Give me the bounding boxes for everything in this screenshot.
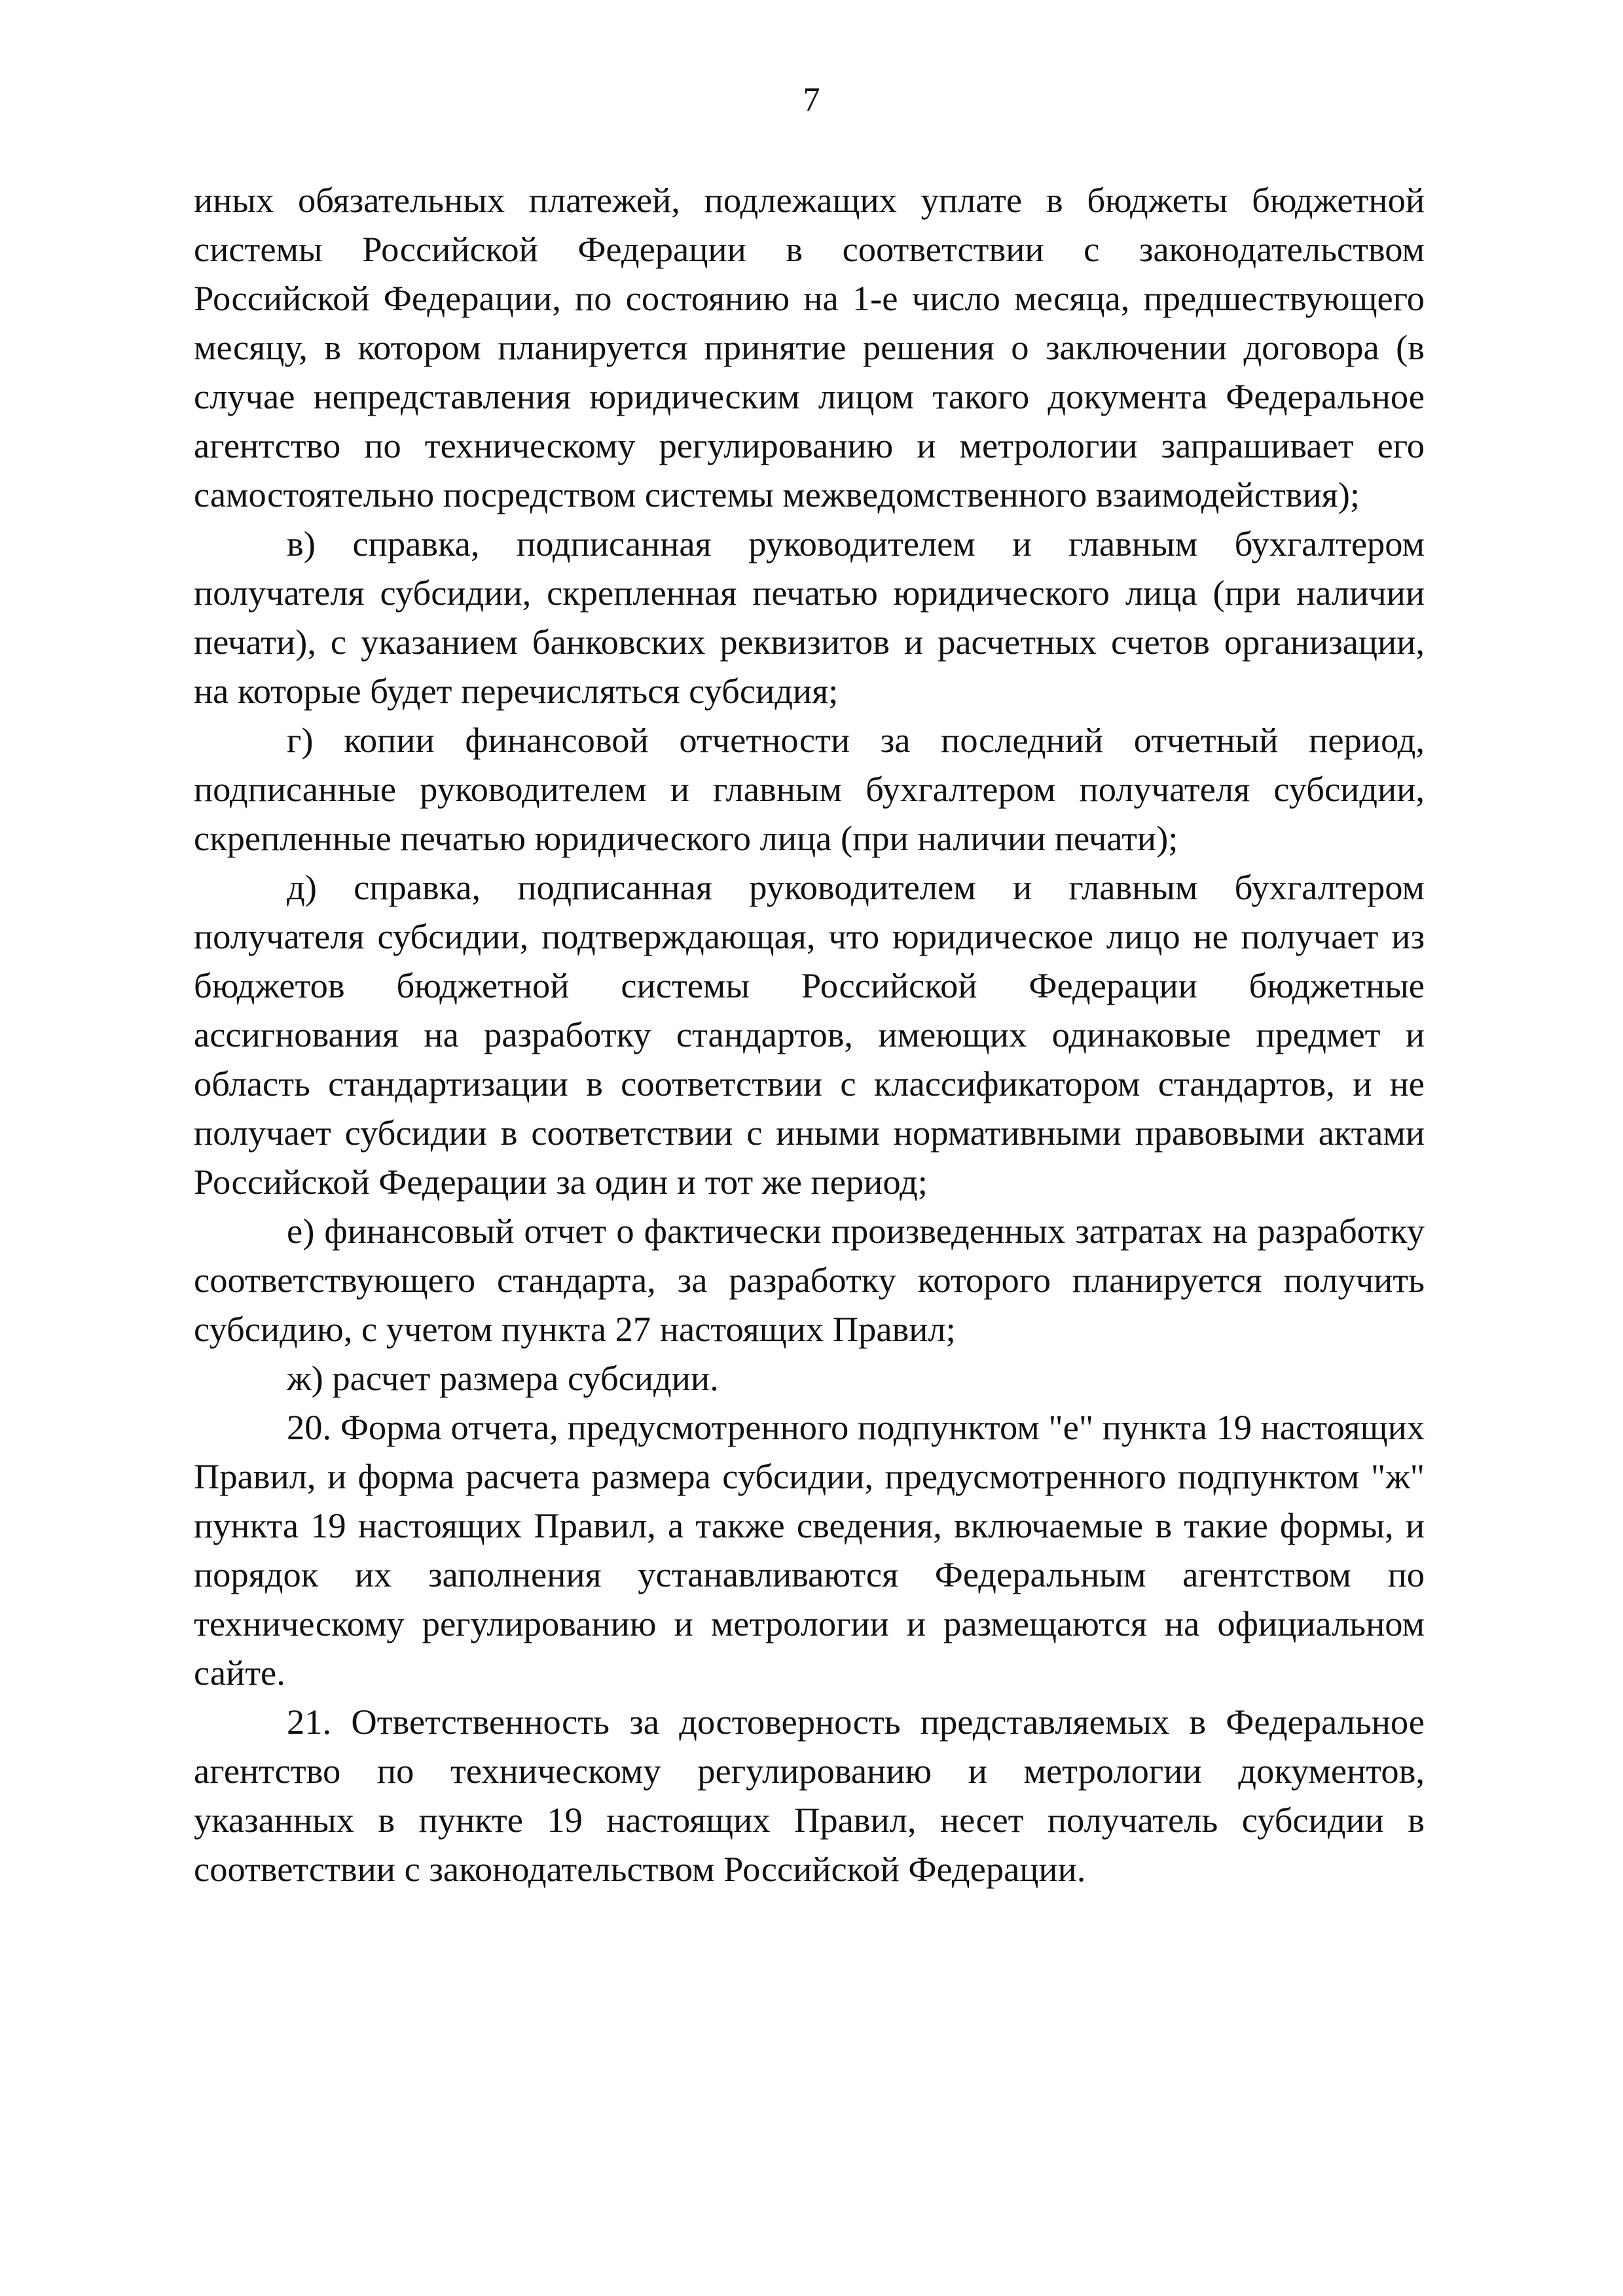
- paragraph-item-g: г) копии финансовой отчетности за последний отчетный период, подписанные руководителем и главным бухгалтером получателя субсидии, скрепленные печатью юридического лица (при наличии печати);: [194, 720, 1425, 858]
- paragraph-clause-21: 21. Ответственность за достоверность представляемых в Федеральное агентство по техническому регулированию и метрологии документов, указанных в пункте 19 настоящих Правил, несет получатель субсидии в соответствии с законодательством Российской Федерации.: [194, 1702, 1425, 1889]
- page-number: 7: [803, 81, 820, 118]
- paragraph-clause-20: 20. Форма отчета, предусмотренного подпунктом "е" пункта 19 настоящих Правил, и форма расчета размера субсидии, предусмотренного подпунктом "ж" пункта 19 настоящих Правил, а также сведения, включаемые в такие формы, и порядок их заполнения устанавливаются Федеральным агентством по техническому регулированию и метрологии и размещаются на официальном сайте.: [194, 1407, 1425, 1693]
- paragraph-continuation: иных обязательных платежей, подлежащих уплате в бюджеты бюджетной системы Российской Федерации в соответствии с законодательством Российской Федерации, по состоянию на 1-е число месяца, предшествующего месяцу, в котором планируется принятие решения о заключении договора (в случае непредставления юридическим лицом такого документа Федеральное агентство по техническому регулированию и метрологии запрашивает его самостоятельно посредством системы межведомственного взаимодействия);: [194, 180, 1425, 514]
- paragraph-item-v: в) справка, подписанная руководителем и главным бухгалтером получателя субсидии, скрепленная печатью юридического лица (при наличии печати), с указанием банковских реквизитов и расчетных счетов организации, на которые будет перечисляться субсидия;: [194, 524, 1425, 711]
- paragraph-item-d: д) справка, подписанная руководителем и главным бухгалтером получателя субсидии, подтверждающая, что юридическое лицо не получает из бюджетов бюджетной системы Российской Федерации бюджетные ассигнования на разработку стандартов, имеющих одинаковые предмет и область стандартизации в соответствии с классификатором стандартов, и не получает субсидии в соответствии с иными нормативными правовыми актами Российской Федерации за один и тот же период;: [194, 867, 1425, 1202]
- document-body: [194, 175, 1425, 1893]
- paragraph-item-zh: ж) расчет размера субсидии.: [287, 1358, 719, 1398]
- paragraph-item-e: е) финансовый отчет о фактически произведенных затратах на разработку соответствующего стандарта, за разработку которого планируется получить субсидию, с учетом пункта 27 настоящих Правил;: [194, 1211, 1425, 1349]
